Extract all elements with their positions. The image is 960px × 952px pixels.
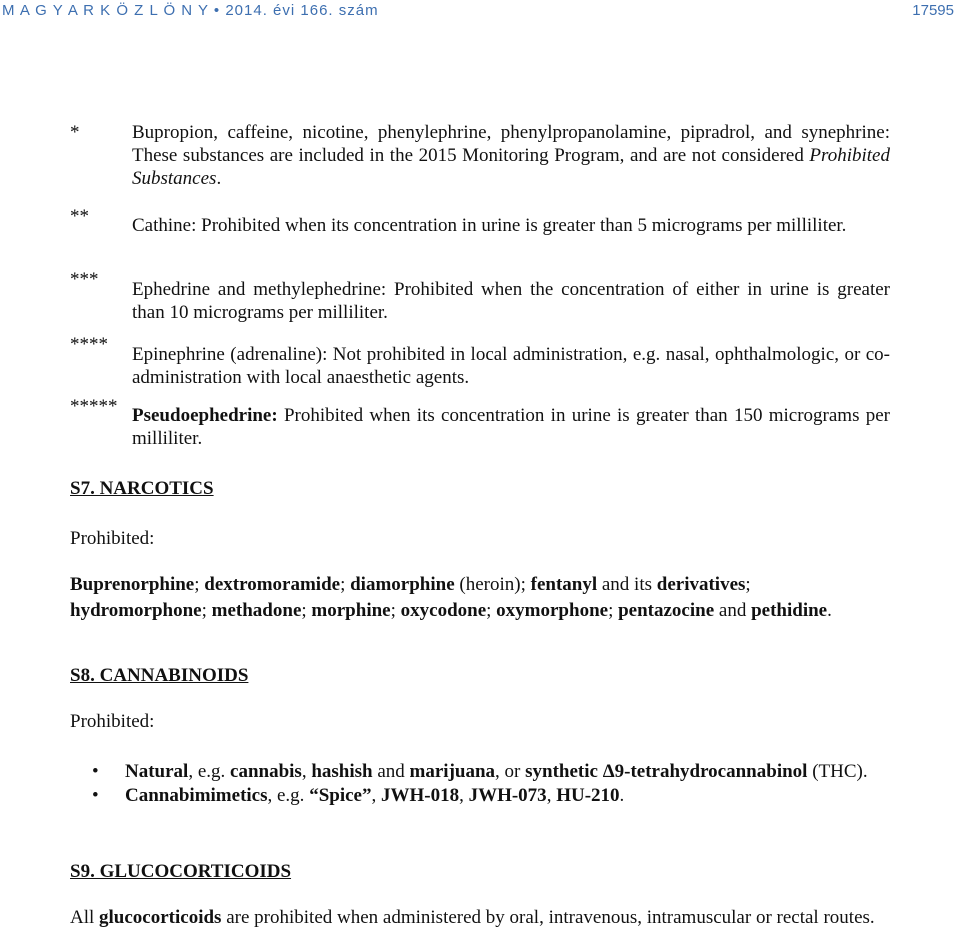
footnote-text — [132, 121, 890, 190]
footnote-mark: *** — [70, 269, 99, 290]
prohibited-label-s7: Prohibited: — [70, 528, 155, 549]
text: ; — [486, 600, 497, 621]
narcotic-term: dextromoramide — [204, 574, 341, 595]
text: All — [70, 907, 100, 928]
term-glucocorticoids: glucocorticoids — [99, 907, 222, 928]
term-jwh-018: JWH-018 — [380, 785, 460, 806]
footnote-4 — [70, 333, 890, 389]
section-heading-s9: S9. GLUCOCORTICOIDS — [70, 861, 292, 882]
text: . — [619, 785, 625, 806]
text: and — [372, 761, 410, 782]
text: , — [546, 785, 557, 806]
text: ; — [745, 574, 751, 595]
text: , — [459, 785, 469, 806]
narcotic-term: pethidine — [751, 600, 828, 621]
footnote-text: Epinephrine (adrenaline): Not prohibited in local administration, e.g. nasal, ophthalmologic, or co-administration with local anaesthetic agents. — [132, 344, 890, 388]
text: , e.g. — [267, 785, 310, 806]
text: (heroin); — [454, 574, 531, 595]
narcotic-term: fentanyl — [530, 574, 598, 595]
text: ; — [608, 600, 619, 621]
text: . — [827, 600, 832, 621]
footnote-text-end: . — [216, 168, 222, 189]
term-marijuana: marijuana — [409, 761, 496, 782]
cannabinoid-list — [70, 760, 890, 808]
term-natural: Natural — [125, 761, 189, 782]
narcotic-term: hydromorphone — [70, 600, 202, 621]
text: ; — [194, 574, 205, 595]
footnote-mark: * — [70, 122, 80, 143]
text: , or — [495, 761, 526, 782]
term-cannabis: cannabis — [230, 761, 302, 782]
text: ; — [390, 600, 401, 621]
section-heading-s8: S8. CANNABINOIDS — [70, 665, 249, 686]
footnote-2 — [70, 205, 890, 237]
text: (THC). — [807, 761, 868, 782]
text: are prohibited when administered by oral, intravenous, intramuscular or rectal routes. — [221, 907, 875, 928]
page-number: 17595 — [912, 2, 954, 19]
prohibited-label-s8: Prohibited: — [70, 711, 155, 732]
footnote-text — [132, 404, 890, 450]
footnote-5 — [70, 395, 890, 450]
narcotic-term: derivatives — [656, 574, 746, 595]
text: and its — [597, 574, 657, 595]
narcotic-term: methadone — [211, 600, 302, 621]
footnote-text: Cathine: Prohibited when its concentration in urine is greater than 5 micrograms per milliliter. — [132, 215, 847, 236]
text: ; — [301, 600, 312, 621]
section-heading-s7: S7. NARCOTICS — [70, 478, 214, 499]
journal-title: M A G Y A R K Ö Z L Ö N Y • 2014. évi 166. szám — [2, 2, 379, 19]
text: and — [714, 600, 752, 621]
list-item — [70, 760, 890, 783]
journal-header — [0, 0, 960, 22]
footnote-mark: ***** — [70, 396, 118, 417]
glucocorticoids-paragraph — [70, 906, 885, 929]
text: , — [371, 785, 381, 806]
bullet-icon: • — [92, 785, 99, 806]
footnote-italic: Prohibited Substances — [132, 145, 890, 189]
term-synthetic-thc: synthetic Δ9-tetrahydrocannabinol — [525, 761, 808, 782]
list-item — [70, 784, 890, 807]
text: , — [301, 761, 312, 782]
narcotic-term: oxymorphone — [496, 600, 609, 621]
narcotic-term: pentazocine — [618, 600, 715, 621]
narcotic-term: Buprenorphine — [70, 574, 195, 595]
text: ; — [201, 600, 212, 621]
narcotic-term: oxycodone — [400, 600, 487, 621]
term-spice: “Spice” — [309, 785, 372, 806]
text: , e.g. — [188, 761, 231, 782]
term-hashish: hashish — [311, 761, 373, 782]
narcotic-term: morphine — [311, 600, 391, 621]
narcotics-list — [70, 572, 885, 624]
footnote-mark: ** — [70, 206, 89, 227]
footnote-bold-lead: Pseudoephedrine: — [132, 405, 278, 426]
term-jwh-073: JWH-073 — [468, 785, 547, 806]
footnote-text-part: Bupropion, caffeine, nicotine, phenylephrine, phenylpropanolamine, pipradrol, and synephrine: These substances are included in the 2015 Monitoring Program, and are not considered — [132, 122, 890, 166]
footnote-1 — [70, 121, 890, 190]
footnote-text: Ephedrine and methylephedrine: Prohibited when the concentration of either in urine is greater than 10 micrograms per milliliter. — [132, 279, 890, 323]
narcotic-term: diamorphine — [350, 574, 455, 595]
footnote-text-part: Prohibited when its concentration in urine is greater than 150 micrograms per milliliter. — [132, 405, 890, 449]
term-cannabimimetics: Cannabimimetics — [125, 785, 268, 806]
text: ; — [340, 574, 351, 595]
footnote-mark: **** — [70, 334, 108, 355]
footnote-3 — [70, 268, 890, 324]
term-hu-210: HU-210 — [556, 785, 620, 806]
bullet-icon: • — [92, 761, 99, 782]
